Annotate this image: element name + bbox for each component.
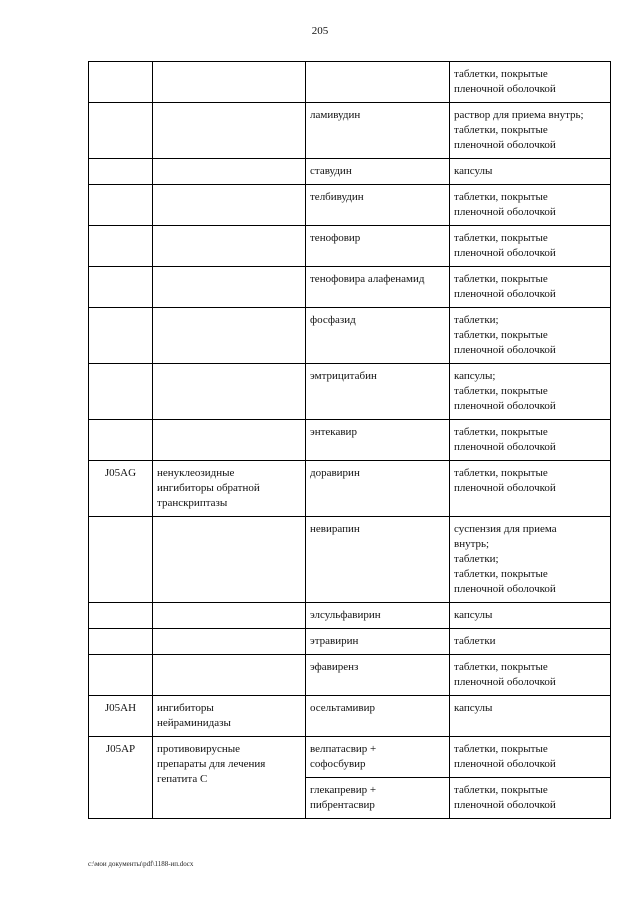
dosage-form-cell: капсулы bbox=[450, 603, 611, 629]
dosage-form-cell: таблетки, покрытые пленочной оболочкой bbox=[450, 226, 611, 267]
table-row bbox=[89, 655, 611, 696]
drug-name-cell: эфавиренз bbox=[306, 655, 450, 696]
atc-code-cell bbox=[89, 185, 153, 226]
drug-name-cell: фосфазид bbox=[306, 308, 450, 364]
table-row bbox=[89, 420, 611, 461]
drug-name-cell: элсульфавирин bbox=[306, 603, 450, 629]
group-cell: противовирусные препараты для лечения гепатита С bbox=[153, 737, 306, 819]
atc-code-cell bbox=[89, 226, 153, 267]
dosage-form-cell: суспензия для приема внутрь; таблетки; таблетки, покрытые пленочной оболочкой bbox=[450, 517, 611, 603]
table-row bbox=[89, 159, 611, 185]
drug-name-cell: велпатасвир + софосбувир bbox=[306, 737, 450, 778]
atc-code-cell bbox=[89, 62, 153, 103]
atc-code-cell bbox=[89, 420, 153, 461]
dosage-form-cell: таблетки, покрытые пленочной оболочкой bbox=[450, 420, 611, 461]
atc-code-cell bbox=[89, 655, 153, 696]
medications-table bbox=[88, 61, 611, 819]
atc-code-cell bbox=[89, 308, 153, 364]
group-cell bbox=[153, 159, 306, 185]
atc-code-cell bbox=[89, 629, 153, 655]
group-cell bbox=[153, 603, 306, 629]
dosage-form-cell: раствор для приема внутрь; таблетки, покрытые пленочной оболочкой bbox=[450, 103, 611, 159]
drug-name-cell: ставудин bbox=[306, 159, 450, 185]
table-row bbox=[89, 696, 611, 737]
atc-code-cell: J05AP bbox=[89, 737, 153, 819]
table-row bbox=[89, 629, 611, 655]
group-cell bbox=[153, 103, 306, 159]
drug-name-cell: доравирин bbox=[306, 461, 450, 517]
footer-file-path: c:\мои документы\pdf\1188-ип.docx bbox=[88, 860, 194, 868]
drug-name-cell: эмтрицитабин bbox=[306, 364, 450, 420]
group-cell bbox=[153, 226, 306, 267]
drug-name-cell: ламивудин bbox=[306, 103, 450, 159]
table-row bbox=[89, 364, 611, 420]
drug-name-cell: глекапревир + пибрентасвир bbox=[306, 778, 450, 819]
dosage-form-cell: капсулы bbox=[450, 696, 611, 737]
dosage-form-cell: таблетки, покрытые пленочной оболочкой bbox=[450, 778, 611, 819]
page-number: 205 bbox=[311, 25, 329, 37]
dosage-form-cell: таблетки; таблетки, покрытые пленочной оболочкой bbox=[450, 308, 611, 364]
table-row bbox=[89, 308, 611, 364]
atc-code-cell: J05AH bbox=[89, 696, 153, 737]
dosage-form-cell: таблетки, покрытые пленочной оболочкой bbox=[450, 62, 611, 103]
table-row bbox=[89, 226, 611, 267]
group-cell bbox=[153, 655, 306, 696]
atc-code-cell bbox=[89, 267, 153, 308]
atc-code-cell bbox=[89, 159, 153, 185]
atc-code-cell bbox=[89, 103, 153, 159]
table-row bbox=[89, 737, 611, 778]
drug-name-cell: невирапин bbox=[306, 517, 450, 603]
group-cell bbox=[153, 308, 306, 364]
drug-name-cell: телбивудин bbox=[306, 185, 450, 226]
atc-code-cell bbox=[89, 603, 153, 629]
drug-name-cell bbox=[306, 62, 450, 103]
dosage-form-cell: таблетки, покрытые пленочной оболочкой bbox=[450, 461, 611, 517]
table-row bbox=[89, 62, 611, 103]
table-row bbox=[89, 103, 611, 159]
group-cell bbox=[153, 185, 306, 226]
dosage-form-cell: таблетки, покрытые пленочной оболочкой bbox=[450, 655, 611, 696]
group-cell: ненуклеозидные ингибиторы обратной транскриптазы bbox=[153, 461, 306, 517]
group-cell bbox=[153, 629, 306, 655]
dosage-form-cell: таблетки, покрытые пленочной оболочкой bbox=[450, 267, 611, 308]
drug-name-cell: осельтамивир bbox=[306, 696, 450, 737]
group-cell bbox=[153, 62, 306, 103]
atc-code-cell: J05AG bbox=[89, 461, 153, 517]
group-cell: ингибиторы нейраминидазы bbox=[153, 696, 306, 737]
dosage-form-cell: таблетки, покрытые пленочной оболочкой bbox=[450, 737, 611, 778]
group-cell bbox=[153, 364, 306, 420]
group-cell bbox=[153, 420, 306, 461]
table-row bbox=[89, 185, 611, 226]
dosage-form-cell: капсулы bbox=[450, 159, 611, 185]
dosage-form-cell: капсулы; таблетки, покрытые пленочной оболочкой bbox=[450, 364, 611, 420]
drug-name-cell: тенофовир bbox=[306, 226, 450, 267]
group-cell bbox=[153, 267, 306, 308]
group-cell bbox=[153, 517, 306, 603]
dosage-form-cell: таблетки bbox=[450, 629, 611, 655]
atc-code-cell bbox=[89, 517, 153, 603]
table-row bbox=[89, 517, 611, 603]
dosage-form-cell: таблетки, покрытые пленочной оболочкой bbox=[450, 185, 611, 226]
drug-name-cell: тенофовира алафенамид bbox=[306, 267, 450, 308]
table-row bbox=[89, 603, 611, 629]
table-row bbox=[89, 461, 611, 517]
drug-name-cell: энтекавир bbox=[306, 420, 450, 461]
drug-name-cell: этравирин bbox=[306, 629, 450, 655]
table-row bbox=[89, 267, 611, 308]
atc-code-cell bbox=[89, 364, 153, 420]
